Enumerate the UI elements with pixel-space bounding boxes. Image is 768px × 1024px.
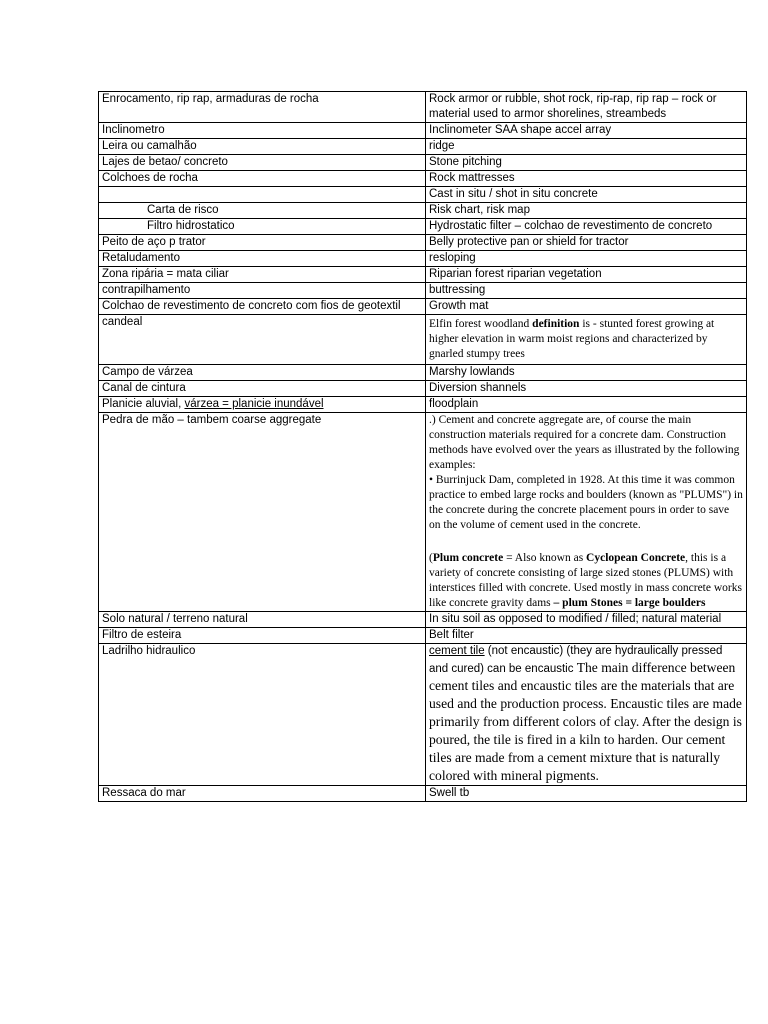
english-term: Cast in situ / shot in situ concrete [426, 187, 747, 203]
table-row [99, 219, 747, 235]
table-row [99, 611, 747, 627]
table-row [99, 397, 747, 413]
portuguese-term: Enrocamento, rip rap, armaduras de rocha [99, 92, 426, 123]
table-row [99, 92, 747, 123]
definition-keyword: – plum Stones = large boulders [553, 596, 706, 609]
definition-text: (not encaustic) (they are hydraulically pressed and cured) can be encaustic [429, 644, 723, 675]
portuguese-term: Filtro de esteira [99, 627, 426, 643]
table-row [99, 381, 747, 397]
portuguese-term: Colchoes de rocha [99, 171, 426, 187]
table-row [99, 139, 747, 155]
table-row [99, 365, 747, 381]
definition-keyword: Plum concrete [432, 551, 504, 564]
english-definition [426, 643, 747, 785]
portuguese-term: Zona ripária = mata ciliar [99, 267, 426, 283]
definition-paragraph [429, 551, 743, 611]
portuguese-term: Inclinometro [99, 123, 426, 139]
portuguese-term: Solo natural / terreno natural [99, 611, 426, 627]
english-term: Marshy lowlands [426, 365, 747, 381]
portuguese-term: Colchao de revestimento de concreto com fios de geotextil [99, 299, 426, 315]
english-term: Belt filter [426, 627, 747, 643]
portuguese-term [99, 397, 426, 413]
table-row [99, 315, 747, 365]
definition-text: ( [429, 551, 433, 564]
portuguese-term: Carta de risco [99, 203, 426, 219]
english-term: Rock armor or rubble, shot rock, rip-rap, rip rap – rock or material used to armor shorelines, streambeds [426, 92, 747, 123]
definition-paragraph: • Burrinjuck Dam, completed in 1928. At this time it was common practice to embed large rocks and boulders (known as "PLUMS") in the concrete during the concrete placement pours in order to save on the volume of cement used in the concrete. [429, 474, 743, 531]
table-row [99, 267, 747, 283]
table-row [99, 155, 747, 171]
table-row [99, 643, 747, 785]
definition-underlined: cement tile [429, 644, 485, 657]
definition-text: The main difference between cement tiles and encaustic tiles are the materials that are used and the production process. Encaustic tiles are made primarily from different colors of clay. After the design is poured, the tile is fired in a kiln to harden. Our cement tiles are made from a cement mixture that is naturally colored with mineral pigments. [429, 659, 742, 783]
portuguese-term: Peito de aço p trator [99, 235, 426, 251]
english-term: ridge [426, 139, 747, 155]
table-row [99, 251, 747, 267]
table-row [99, 413, 747, 612]
english-term: Rock mattresses [426, 171, 747, 187]
table-row [99, 785, 747, 801]
portuguese-term: contrapilhamento [99, 283, 426, 299]
definition-keyword: Cyclopean Concrete [586, 551, 686, 564]
definition-text: = Also known as [503, 551, 587, 564]
definition-paragraph: .) Cement and concrete aggregate are, of course the main construction materials required for a concrete dam. Construction methods have evolved over the years as illustrated by the following examples: [429, 414, 740, 471]
definition-text: , this is a variety of concrete consisting of large sized stones (PLUMS) with interstices filled with concrete. Used mostly in mass concrete works like concrete gravity dams [429, 551, 742, 609]
table-row [99, 627, 747, 643]
english-term: In situ soil as opposed to modified / filled; natural material [426, 611, 747, 627]
english-term: Swell tb [426, 785, 747, 801]
term-text: Planicie aluvial, [102, 398, 185, 410]
english-term: floodplain [426, 397, 747, 413]
english-definition [426, 315, 747, 365]
glossary-table [98, 91, 747, 802]
english-term: Growth mat [426, 299, 747, 315]
definition-text: Elfin forest woodland [429, 318, 533, 330]
term-underlined: várzea = planicie inundável [184, 398, 324, 410]
portuguese-term [99, 187, 426, 203]
portuguese-term: Campo de várzea [99, 365, 426, 381]
english-term: resloping [426, 251, 747, 267]
table-row [99, 235, 747, 251]
english-term: Inclinometer SAA shape accel array [426, 123, 747, 139]
english-term: Belly protective pan or shield for tractor [426, 235, 747, 251]
english-term: Diversion shannels [426, 381, 747, 397]
definition-text: is - stunted forest growing at higher elevation in warm moist regions and characterized by gnarled stumpy trees [429, 318, 715, 360]
english-term: Hydrostatic filter – colchao de revestimento de concreto [426, 219, 747, 235]
portuguese-term: Lajes de betao/ concreto [99, 155, 426, 171]
portuguese-term: Leira ou camalhão [99, 139, 426, 155]
portuguese-term: Ressaca do mar [99, 785, 426, 801]
portuguese-term: Canal de cintura [99, 381, 426, 397]
english-term: Stone pitching [426, 155, 747, 171]
portuguese-term: Ladrilho hidraulico [99, 643, 426, 785]
table-row [99, 299, 747, 315]
table-row [99, 283, 747, 299]
table-row [99, 123, 747, 139]
portuguese-term: candeal [99, 315, 426, 365]
english-term: buttressing [426, 283, 747, 299]
english-definition [426, 413, 747, 612]
portuguese-term: Retaludamento [99, 251, 426, 267]
table-row [99, 171, 747, 187]
portuguese-term: Filtro hidrostatico [99, 219, 426, 235]
table-row [99, 187, 747, 203]
portuguese-term: Pedra de mão – tambem coarse aggregate [99, 413, 426, 612]
english-term: Risk chart, risk map [426, 203, 747, 219]
english-term: Riparian forest riparian vegetation [426, 267, 747, 283]
table-row [99, 203, 747, 219]
definition-keyword: definition [532, 318, 580, 330]
